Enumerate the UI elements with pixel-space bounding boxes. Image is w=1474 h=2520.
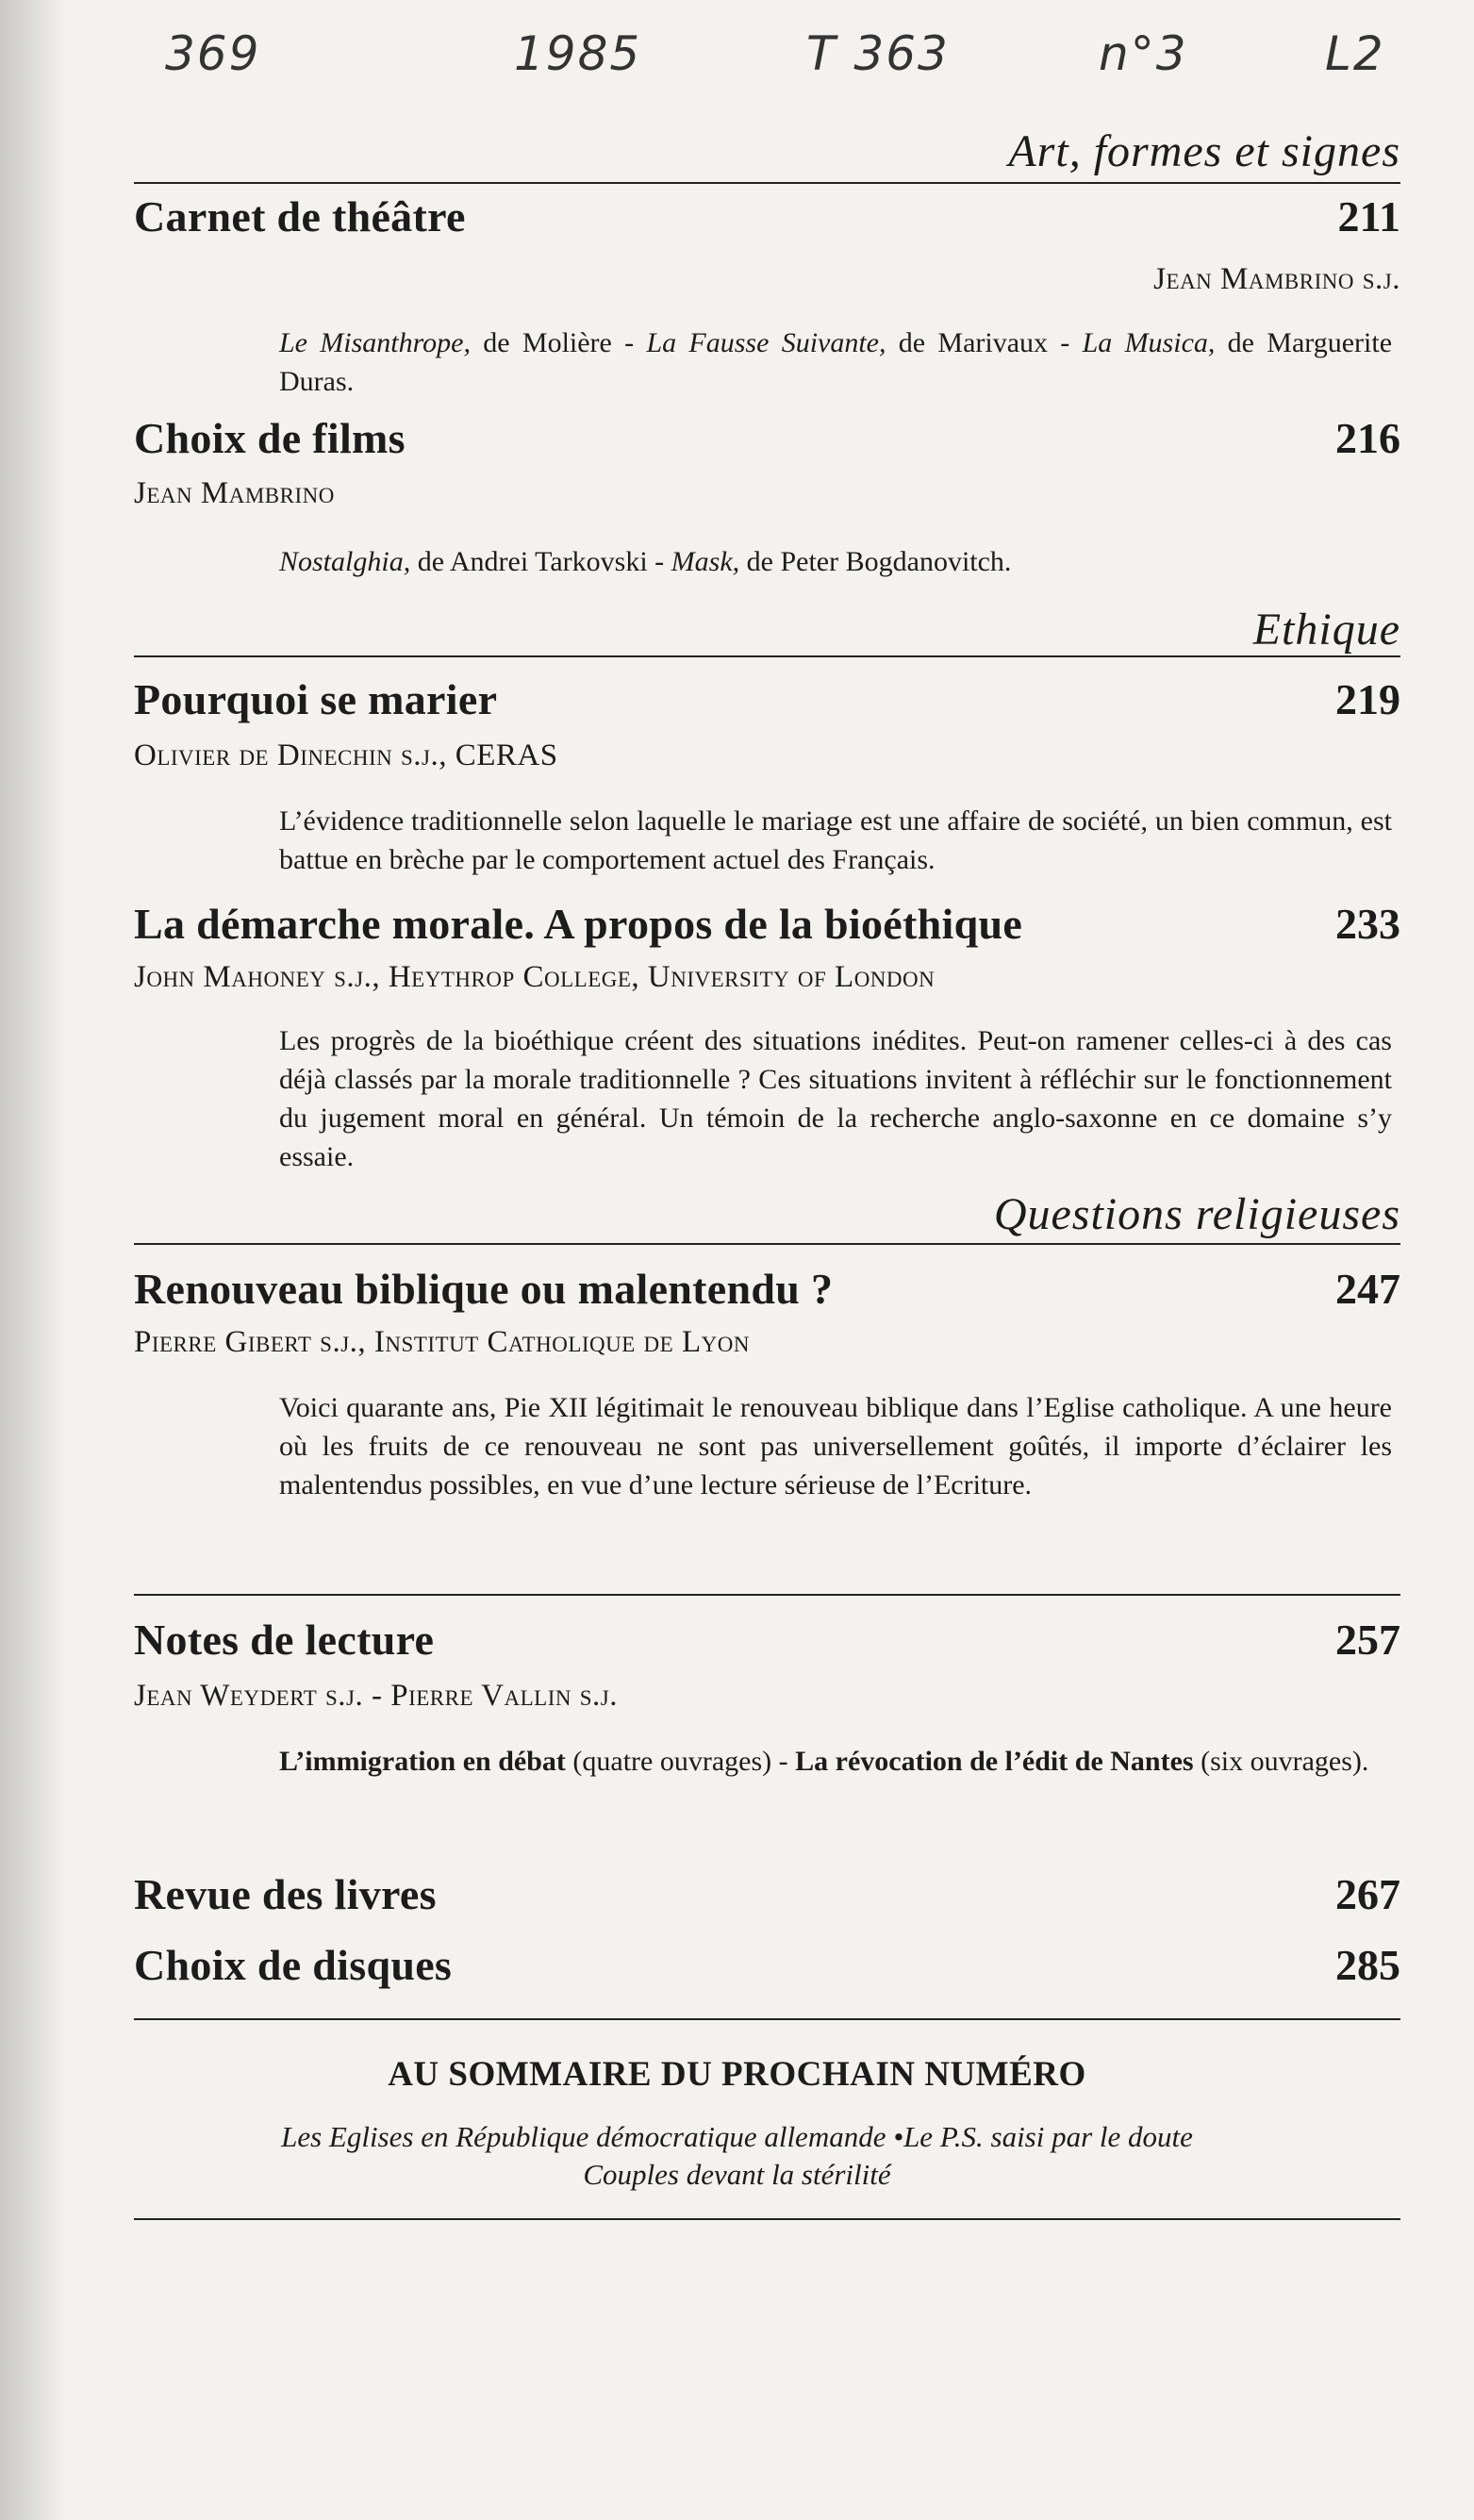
entry-title-notes: Notes de lecture <box>134 1616 435 1664</box>
entry-title-theatre: Carnet de théâtre <box>134 192 466 240</box>
entry-desc-biblique: Voici quarante ans, Pie XII légitimait le renouveau biblique dans l’Eglise catholique. A une heure où les fruits de ce renouveau ne sont pas universellement goûtés, il importe d’éclairer les malentendus possibles, en vue d’une lecture sérieuse de l’Ecriture. <box>279 1392 1392 1500</box>
section-heading-art: Art, formes et signes <box>1008 126 1400 176</box>
entry-author-films: Jean Mambrino <box>134 476 335 510</box>
section-rule <box>134 2018 1400 2020</box>
section-heading-religion: Questions religieuses <box>993 1189 1400 1239</box>
bottom-rule <box>134 2218 1400 2220</box>
section-rule <box>134 182 1400 184</box>
entry-page-disques: 285 <box>1335 1941 1400 1989</box>
handwritten-number: 369 <box>165 26 261 81</box>
section-rule <box>134 655 1400 657</box>
entry-page-notes: 257 <box>1335 1616 1400 1664</box>
entry-title-biblique: Renouveau biblique ou malentendu ? <box>134 1265 834 1313</box>
entry-author-biblique: Pierre Gibert s.j., Institut Catholique de Lyon <box>134 1325 750 1359</box>
entry-author-notes: Jean Weydert s.j. - Pierre Vallin s.j. <box>134 1679 618 1713</box>
entry-page-morale: 233 <box>1335 900 1400 948</box>
next-issue-heading: AU SOMMAIRE DU PROCHAIN NUMÉRO <box>388 2055 1086 2094</box>
entry-title-disques: Choix de disques <box>134 1941 453 1989</box>
section-rule <box>134 1243 1400 1245</box>
entry-author-morale: John Mahoney s.j., Heythrop College, University of London <box>134 960 936 994</box>
entry-page-films: 216 <box>1335 414 1400 462</box>
section-heading-ethique: Ethique <box>1252 605 1400 655</box>
entry-desc-films: Nostalghia, de Andrei Tarkovski - Mask, de Peter Bogdanovitch. <box>279 546 1012 577</box>
handwritten-tag: L2 <box>1325 26 1385 81</box>
entry-desc-marier: L’évidence traditionnelle selon laquelle le mariage est une affaire de société, un bien commun, est battue en brèche par le comportement actuel des Français. <box>279 805 1392 875</box>
entry-page-theatre: 211 <box>1337 192 1400 240</box>
next-issue-line-2: Couples devant la stérilité <box>583 2158 891 2191</box>
entry-author-theatre: Jean Mambrino s.j. <box>1153 262 1400 296</box>
entry-desc-theatre: Le Misanthrope, de Molière - La Fausse Suivante, de Marivaux - La Musica, de Marguerite Duras. <box>279 327 1393 397</box>
entry-desc-morale: Les progrès de la bioéthique créent des situations inédites. Peut-on ramener celles-ci à des cas déjà classés par la morale traditionnelle ? Ces situations invitent à réfléchir sur le fonctionnement du jugement moral en général. Un témoin de la recherche anglo-saxonne en ce domaine s’y essaie. <box>279 1025 1392 1172</box>
entry-page-biblique: 247 <box>1335 1265 1400 1313</box>
entry-title-marier: Pourquoi se marier <box>134 675 498 723</box>
entry-title-morale: La démarche morale. A propos de la bioéthique <box>134 900 1023 948</box>
entry-title-revue: Revue des livres <box>134 1870 437 1918</box>
entry-title-films: Choix de films <box>134 414 406 462</box>
handwritten-issue: n°3 <box>1099 26 1188 81</box>
section-rule <box>134 1594 1400 1596</box>
entry-author-marier: Olivier de Dinechin s.j., CERAS <box>134 738 558 772</box>
next-issue-line-1: Les Eglises en République démocratique allemande •Le P.S. saisi par le doute <box>281 2120 1193 2153</box>
handwritten-year: 1985 <box>514 26 642 81</box>
entry-page-revue: 267 <box>1335 1870 1400 1918</box>
entry-page-marier: 219 <box>1335 675 1400 723</box>
handwritten-code: T 363 <box>806 26 950 81</box>
entry-desc-notes: L’immigration en débat (quatre ouvrages) - La révocation de l’édit de Nantes (six ouvrages). <box>279 1746 1369 1777</box>
